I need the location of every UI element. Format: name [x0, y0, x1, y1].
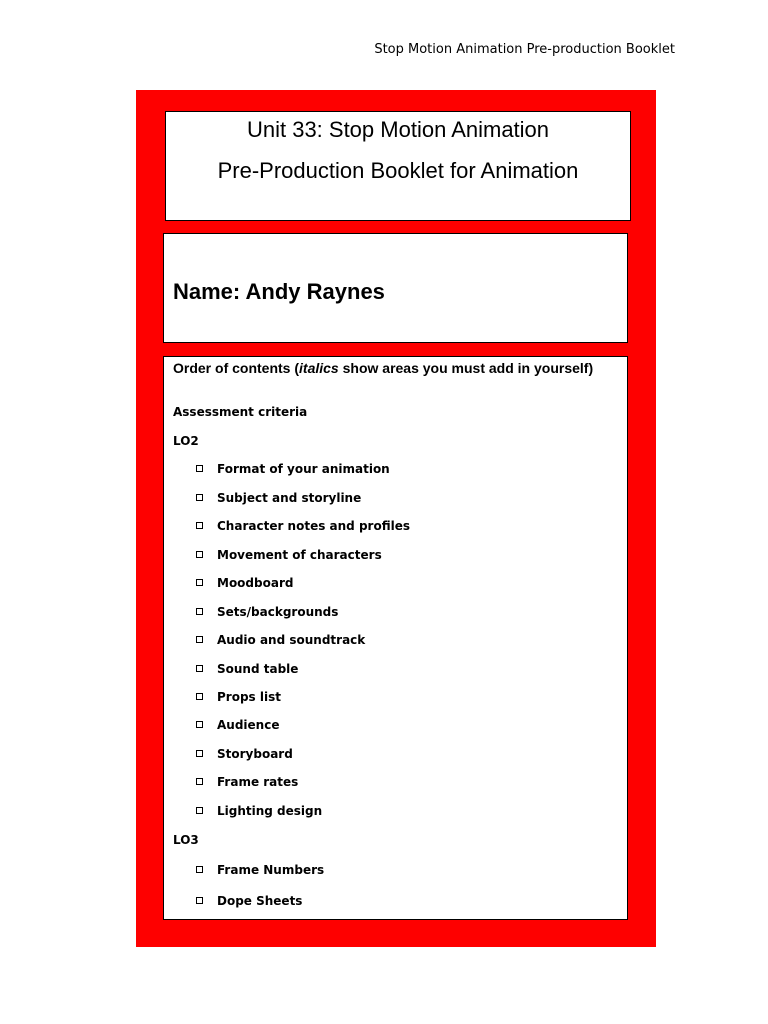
checklist-item[interactable]: Sets/backgrounds [196, 605, 338, 619]
running-header: Stop Motion Animation Pre-production Booklet [374, 42, 675, 57]
checklist-item[interactable]: Sound table [196, 662, 298, 676]
student-name: Name: Andy Raynes [173, 279, 385, 304]
checkbox-icon[interactable] [196, 636, 203, 643]
checkbox-icon[interactable] [196, 693, 203, 700]
checkbox-icon[interactable] [196, 665, 203, 672]
checkbox-icon[interactable] [196, 465, 203, 472]
assessment-criteria-label: Assessment criteria [173, 405, 308, 419]
checklist-item[interactable]: Audience [196, 718, 279, 732]
contents-heading-italic: italics [299, 360, 339, 376]
title-box [165, 111, 631, 221]
checklist-item[interactable]: Movement of characters [196, 548, 382, 562]
checkbox-icon[interactable] [196, 750, 203, 757]
checkbox-icon[interactable] [196, 721, 203, 728]
checklist-item[interactable]: Format of your animation [196, 462, 390, 476]
checkbox-icon[interactable] [196, 778, 203, 785]
checklist-item[interactable]: Audio and soundtrack [196, 633, 365, 647]
checklist-item[interactable]: Frame Numbers [196, 863, 324, 877]
checkbox-icon[interactable] [196, 608, 203, 615]
checklist-item[interactable]: Moodboard [196, 576, 293, 590]
name-box [163, 233, 628, 343]
page-subtitle: Pre-Production Booklet for Animation [217, 158, 579, 183]
checkbox-icon[interactable] [196, 807, 203, 814]
checkbox-icon[interactable] [196, 579, 203, 586]
checklist-item[interactable]: Props list [196, 690, 281, 704]
lo3-label: LO3 [173, 833, 199, 847]
checkbox-icon[interactable] [196, 866, 203, 873]
checkbox-icon[interactable] [196, 897, 203, 904]
checklist-item[interactable]: Frame rates [196, 775, 298, 789]
checklist-item[interactable]: Subject and storyline [196, 491, 361, 505]
lo2-label: LO2 [173, 434, 199, 448]
checklist-item[interactable]: Dope Sheets [196, 894, 302, 908]
contents-box [163, 356, 628, 920]
checklist-item[interactable]: Character notes and profiles [196, 519, 410, 533]
checkbox-icon[interactable] [196, 551, 203, 558]
checklist-item[interactable]: Storyboard [196, 747, 293, 761]
contents-heading: Order of contents (italics show areas you must add in yourself) [173, 360, 594, 376]
checkbox-icon[interactable] [196, 522, 203, 529]
page-title: Unit 33: Stop Motion Animation [246, 117, 550, 142]
checkbox-icon[interactable] [196, 494, 203, 501]
checklist-item[interactable]: Lighting design [196, 804, 322, 818]
